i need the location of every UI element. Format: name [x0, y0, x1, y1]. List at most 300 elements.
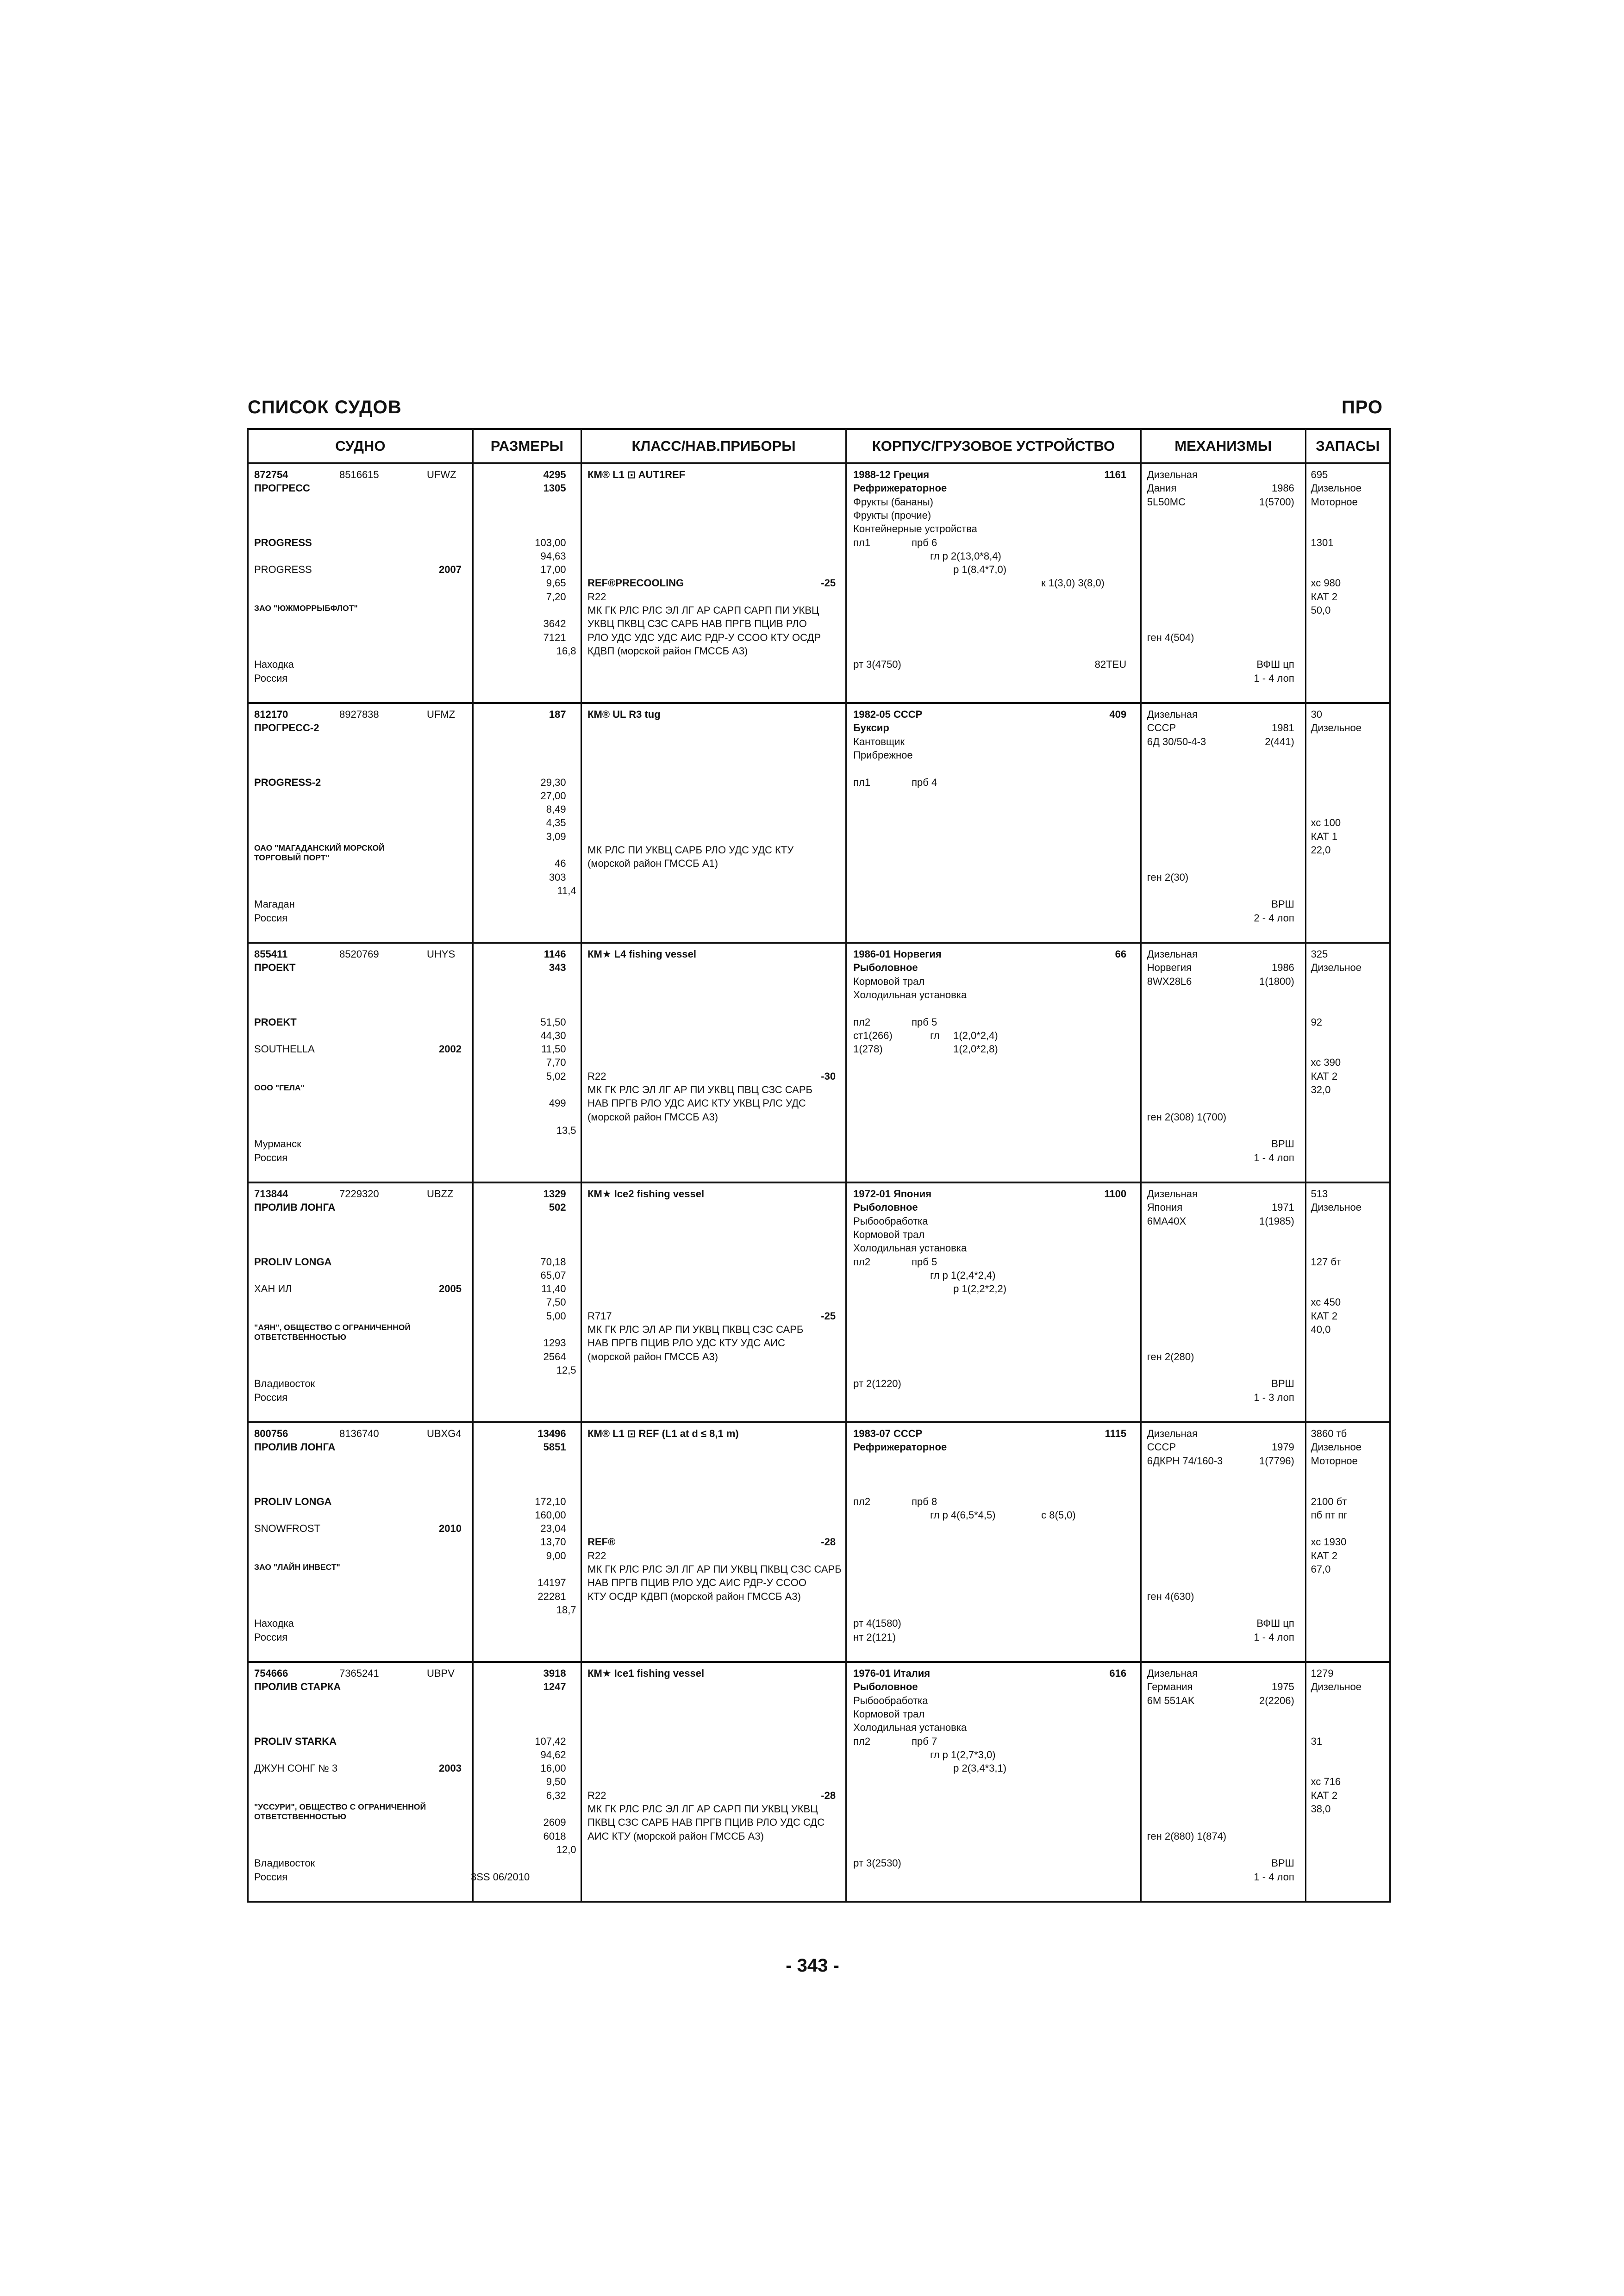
propeller-type: ВФШ цп: [1256, 659, 1294, 671]
home-port: Находка: [254, 659, 294, 671]
refrigeration-temp: -25: [821, 1310, 836, 1322]
former-name-year: 2003: [439, 1762, 462, 1774]
nav-equipment: МК РЛС ПИ УКВЦ САРБ РЛО УДС УДС КТУ: [587, 844, 794, 856]
ballast-tanks: рт 2(1220): [853, 1378, 901, 1390]
supply-value: 513: [1311, 1188, 1328, 1200]
call-sign: UFMZ: [427, 709, 456, 720]
hatch-info: прб 7: [912, 1735, 937, 1747]
dimension-value: 1146: [543, 948, 566, 960]
supply-value: Моторное: [1311, 1455, 1358, 1467]
column-header: ЗАПАСЫ: [1305, 429, 1390, 463]
dimension-value: 3918: [543, 1668, 566, 1679]
supply-value: 32,0: [1311, 1084, 1331, 1095]
vessel-cell: [846, 1182, 1141, 1422]
supply-value: Дизельное: [1311, 722, 1362, 734]
supply-value: КАТ 2: [1311, 1789, 1338, 1801]
dimension-value: 9,65: [546, 577, 566, 589]
refrigerant-code: R22: [587, 1070, 606, 1082]
vessel-cell: [846, 943, 1141, 1182]
flag-country: Россия: [254, 1391, 288, 1403]
hull-build: 1983-07 СССР: [853, 1428, 923, 1439]
supply-value: КАТ 2: [1311, 1310, 1338, 1322]
dimension-value: 4295: [543, 469, 566, 480]
propeller-type: ВРШ: [1271, 1378, 1294, 1390]
dimension-value: 17,00: [540, 564, 566, 576]
dimension-value: 502: [549, 1201, 566, 1213]
hull-build: 1976-01 Италия: [853, 1668, 931, 1679]
footnote: 3SS 06/2010: [471, 1871, 530, 1883]
dimension-value: 12,5: [556, 1364, 576, 1376]
dimension-value: 16,8: [556, 645, 576, 657]
dimension-value: 44,30: [540, 1029, 566, 1041]
dimension-value: 1329: [543, 1188, 566, 1200]
vessel-cell: [473, 1182, 581, 1422]
propeller-blades: 2 - 4 лоп: [1254, 912, 1294, 924]
engine-info: Дания: [1147, 482, 1177, 494]
engine-info: 5L50MC: [1147, 496, 1186, 508]
hatch-info: р 1(2,2*2,2): [953, 1283, 1007, 1295]
imo-number: 7365241: [339, 1668, 379, 1679]
vessel-name: ПРОГРЕСС: [254, 482, 310, 494]
dimension-value: 16,00: [540, 1762, 566, 1774]
imo-number: 8516615: [339, 469, 379, 480]
flag-country: Россия: [254, 1631, 288, 1643]
engine-info: СССР: [1147, 722, 1176, 734]
vessel-cell: [846, 1662, 1141, 1902]
refrigeration-temp: -28: [821, 1536, 836, 1548]
engine-info: 6Д 30/50-4-3: [1147, 735, 1206, 747]
engine-year: 1981: [1271, 722, 1294, 734]
supply-value: 3860 тб: [1311, 1428, 1347, 1439]
dimension-value: 6018: [543, 1830, 566, 1842]
hatch-info: гл р 1(2,4*2,4): [930, 1269, 996, 1281]
reg-number: 872754: [254, 469, 288, 480]
supply-value: 31: [1311, 1735, 1323, 1747]
nav-equipment: КТУ ОСДР КДВП (морской район ГМССБ А3): [587, 1590, 801, 1602]
engine-info: 6MA40X: [1147, 1215, 1187, 1227]
column-header: КЛАСС/НАВ.ПРИБОРЫ: [581, 429, 846, 463]
dimension-value: 13,5: [556, 1124, 576, 1136]
nav-equipment: МК ГК РЛС РЛС ЭЛ ЛГ АР САРП САРП ПИ УКВЦ: [587, 604, 819, 616]
class-extra: REF®PRECOOLING: [587, 577, 684, 589]
supply-value: Дизельное: [1311, 1201, 1362, 1213]
owner-name: ОАО "МАГАДАНСКИЙ МОРСКОЙ: [254, 843, 385, 852]
hatch-info: прб 5: [912, 1016, 937, 1028]
hull-feature: Холодильная установка: [853, 989, 967, 1001]
page-title: СПИСОК СУДОВ: [248, 397, 402, 417]
propeller-type: ВРШ: [1271, 1138, 1294, 1150]
hatch-size: 1(2,0*2,4): [953, 1029, 998, 1041]
dimension-value: 11,4: [557, 884, 576, 896]
supply-value: 22,0: [1311, 844, 1331, 856]
refrigeration-temp: -28: [821, 1789, 836, 1801]
hull-feature: Рыбообработка: [853, 1215, 928, 1227]
imo-number: 8520769: [339, 948, 379, 960]
propeller-blades: 1 - 3 лоп: [1254, 1391, 1294, 1403]
hatch-info: гл: [930, 1029, 940, 1041]
engine-year: 1979: [1271, 1441, 1294, 1453]
reg-number: 800756: [254, 1428, 288, 1439]
vessel-cell: [1141, 1662, 1305, 1902]
engine-power: 1(1800): [1259, 975, 1294, 987]
supply-value: хс 1930: [1311, 1536, 1347, 1548]
propeller-type: ВРШ: [1271, 898, 1294, 910]
propeller-blades: 1 - 4 лоп: [1254, 1871, 1294, 1883]
home-port: Владивосток: [254, 1857, 315, 1869]
hull-feature: Кантовщик: [853, 735, 905, 747]
supply-value: КАТ 1: [1311, 830, 1338, 842]
class-notation: КМ® UL R3 tug: [587, 709, 661, 720]
owner-name: ТОРГОВЫЙ ПОРТ": [254, 853, 330, 862]
dimension-value: 7,20: [546, 591, 566, 603]
hatch-size: с 8(5,0): [1041, 1509, 1076, 1521]
refrigerant-code: R22: [587, 1549, 606, 1562]
engine-year: 1971: [1271, 1201, 1294, 1213]
dimension-value: 51,50: [540, 1016, 566, 1028]
hull-build: 1988-12 Греция: [853, 469, 930, 480]
flag-country: Россия: [254, 912, 288, 924]
hull-feature: Кормовой трал: [853, 1228, 925, 1240]
engine-power: 2(441): [1265, 735, 1294, 747]
former-name-year: 2010: [439, 1523, 462, 1535]
nav-equipment: НАВ ПРГВ ПЦИВ РЛО УДС АИС РДР-У СCOO: [587, 1577, 806, 1589]
vessel-cell: [1141, 463, 1305, 703]
hatch-info: прб 8: [912, 1495, 937, 1507]
former-name: ДЖУН СОНГ № 3: [254, 1762, 338, 1774]
hull-type: Буксир: [853, 722, 889, 734]
owner-name: ЗАО "ЮЖМОРРЫБФЛОТ": [254, 604, 358, 613]
vessel-cell: [473, 1662, 581, 1902]
engine-info: 6ДКРН 74/160-3: [1147, 1455, 1223, 1467]
column-header: СУДНО: [248, 429, 473, 463]
dimension-value: 103,00: [535, 536, 566, 548]
engine-year: 1975: [1271, 1681, 1294, 1693]
dimension-value: 343: [549, 962, 566, 974]
vessel-cell: [248, 1422, 473, 1662]
call-sign: UBPV: [427, 1668, 455, 1679]
vessel-cell: [581, 463, 846, 703]
dimension-value: 13496: [537, 1428, 566, 1439]
owner-name: ОТВЕТСТВЕННОСТЬЮ: [254, 1332, 346, 1342]
vessel-name: ПРОГРЕСС-2: [254, 722, 319, 734]
hull-type: Рефрижераторное: [853, 1441, 947, 1453]
nav-equipment: НАВ ПРГВ ПЦИВ РЛО УДС КТУ УДС АИС: [587, 1337, 785, 1349]
vessel-cell: [846, 463, 1141, 703]
dimension-value: 303: [549, 871, 566, 883]
supply-value: 50,0: [1311, 604, 1331, 616]
nav-equipment: МК ГК РЛС РЛС ЭЛ ЛГ АР ПИ УКВЦ ПКВЦ СЗС САРБ: [587, 1563, 842, 1575]
engine-info: Дизельная: [1147, 948, 1198, 960]
flag-country: Россия: [254, 1151, 288, 1164]
vessel-cell: [1305, 943, 1390, 1182]
vessel-name: ПРОЛИВ ЛОНГА: [254, 1441, 336, 1453]
vessel-cell: [248, 1182, 473, 1422]
dimension-value: 13,70: [540, 1536, 566, 1548]
hull-build: 1982-05 СССР: [853, 709, 923, 720]
hull-tonnage: 409: [1109, 709, 1127, 720]
reg-number: 855411: [254, 948, 288, 960]
dimension-value: 1293: [543, 1337, 566, 1349]
dimension-value: 8,49: [546, 803, 566, 815]
vessel-name-latin: PROLIV STARKA: [254, 1735, 337, 1747]
engine-info: СССР: [1147, 1441, 1176, 1453]
engine-power: 2(2206): [1259, 1694, 1294, 1706]
supply-value: Моторное: [1311, 496, 1358, 508]
vessel-cell: [581, 1422, 846, 1662]
ballast-tanks: рт 4(1580): [853, 1618, 901, 1630]
nav-equipment: УКВЦ ПКВЦ СЗС САРБ НАВ ПРГВ ПЦИВ РЛО: [587, 618, 807, 630]
supply-value: 67,0: [1311, 1563, 1331, 1575]
vessel-name-latin: PROLIV LONGA: [254, 1495, 332, 1507]
owner-name: "УССУРИ", ОБЩЕСТВО С ОГРАНИЧЕННОЙ: [254, 1802, 426, 1811]
supply-value: 1279: [1311, 1668, 1334, 1679]
propeller-type: ВРШ: [1271, 1857, 1294, 1869]
column-header: МЕХАНИЗМЫ: [1141, 429, 1305, 463]
supply-value: 325: [1311, 948, 1328, 960]
supply-value: 2100 бт: [1311, 1495, 1347, 1507]
generator-info: ген 2(280): [1147, 1350, 1194, 1363]
vessel-cell: [581, 1662, 846, 1902]
hold-count: пл2: [853, 1735, 871, 1747]
call-sign: UFWZ: [427, 469, 456, 480]
call-sign: UBXG4: [427, 1428, 462, 1439]
engine-info: Норвегия: [1147, 962, 1192, 974]
dimension-value: 1247: [543, 1681, 566, 1693]
engine-power: 1(1985): [1259, 1215, 1294, 1227]
hull-tonnage: 1100: [1104, 1188, 1127, 1200]
column-header: КОРПУС/ГРУЗОВОЕ УСТРОЙСТВО: [846, 429, 1141, 463]
page-number: - 343 -: [786, 1955, 839, 1976]
vessel-cell: [248, 703, 473, 943]
ballast-tanks: рт 3(4750): [853, 659, 901, 671]
owner-name: ЗАО "ЛАЙН ИНВЕСТ": [254, 1562, 340, 1572]
ballast-tanks: нт 2(121): [853, 1631, 896, 1643]
dimension-value: 3642: [543, 618, 566, 630]
owner-name: ООО "ГЕЛА": [254, 1083, 305, 1092]
imo-number: 7229320: [339, 1188, 379, 1200]
flag-country: Россия: [254, 1871, 288, 1883]
vessel-cell: [248, 943, 473, 1182]
dimension-value: 4,35: [546, 817, 566, 829]
vessel-cell: [1141, 1182, 1305, 1422]
hull-type: Рыболовное: [853, 962, 918, 974]
dimension-value: 187: [549, 709, 566, 720]
reg-number: 754666: [254, 1668, 288, 1679]
hatch-info: прб 6: [912, 536, 937, 548]
supply-value: хс 450: [1311, 1296, 1341, 1308]
column-header: РАЗМЕРЫ: [473, 429, 581, 463]
hull-feature: Контейнерные устройства: [853, 523, 977, 535]
generator-info: ген 4(630): [1147, 1590, 1194, 1602]
former-name: ХАН ИЛ: [254, 1283, 292, 1295]
refrigerant-code: R717: [587, 1310, 612, 1322]
class-notation: КМ★ Ice2 fishing vessel: [587, 1188, 705, 1200]
nav-equipment: АИС КТУ (морской район ГМССБ А3): [587, 1830, 764, 1842]
generator-info: ген 4(504): [1147, 631, 1194, 643]
vessel-cell: [1141, 703, 1305, 943]
vessel-cell: [1305, 703, 1390, 943]
former-name: PROGRESS: [254, 564, 312, 576]
vessel-name-latin: PROGRESS-2: [254, 776, 321, 788]
vessel-name: ПРОЕКТ: [254, 962, 296, 974]
dimension-value: 12,0: [556, 1843, 576, 1855]
supply-value: Дизельное: [1311, 962, 1362, 974]
vessel-cell: [1305, 463, 1390, 703]
hatch-info: гл р 2(13,0*8,4): [930, 550, 1001, 562]
home-port: Владивосток: [254, 1378, 315, 1390]
vessel-name: ПРОЛИВ ЛОНГА: [254, 1201, 336, 1213]
dimension-value: 9,00: [546, 1549, 566, 1562]
crane-info: к 1(3,0) 3(8,0): [1041, 577, 1105, 589]
nav-equipment: РЛО УДС УДС УДС АИС РДР-У СCOO КТУ ОСДР: [587, 631, 821, 643]
engine-info: Дизельная: [1147, 709, 1198, 720]
hold-count: пл2: [853, 1016, 871, 1028]
engine-power: 1(5700): [1259, 496, 1294, 508]
hatch-info: прб 4: [912, 776, 937, 788]
nav-equipment: (морской район ГМССБ А1): [587, 858, 718, 870]
hull-type: Рефрижераторное: [853, 482, 947, 494]
vessel-row: [248, 1182, 1390, 1422]
dimension-value: 18,7: [556, 1604, 576, 1616]
dimension-value: 5851: [543, 1441, 566, 1453]
supply-value: хс 980: [1311, 577, 1341, 589]
vessel-cell: [1141, 943, 1305, 1182]
dimension-value: 7,70: [546, 1057, 566, 1069]
vessel-cell: [1305, 1422, 1390, 1662]
table-header-row: [248, 429, 1390, 463]
ballast-tanks: рт 3(2530): [853, 1857, 901, 1869]
dimension-value: 70,18: [540, 1256, 566, 1268]
refrigerant-code: R22: [587, 591, 606, 603]
hull-feature: Кормовой трал: [853, 975, 925, 987]
hold-count: ст1(266): [853, 1029, 893, 1041]
vessel-row: [248, 703, 1390, 943]
vessel-cell: [473, 1422, 581, 1662]
nav-equipment: НАВ ПРГВ РЛО УДС АИС КТУ УКВЦ РЛС УДС: [587, 1097, 806, 1109]
nav-equipment: КДВП (морской район ГМССБ А3): [587, 645, 748, 657]
dimension-value: 11,50: [541, 1043, 566, 1055]
dimension-value: 65,07: [540, 1269, 566, 1281]
dimension-value: 7121: [543, 631, 566, 643]
engine-year: 1986: [1271, 482, 1294, 494]
engine-info: Япония: [1147, 1201, 1183, 1213]
call-sign: UBZZ: [427, 1188, 454, 1200]
former-name-year: 2007: [439, 564, 462, 576]
vessel-name-latin: PROEKT: [254, 1016, 297, 1028]
dimension-value: 94,62: [540, 1748, 566, 1761]
hull-feature: Холодильная установка: [853, 1722, 967, 1734]
vessel-name: ПРОЛИВ СТАРКА: [254, 1681, 341, 1693]
former-name: SNOWFROST: [254, 1523, 320, 1535]
hull-tonnage: 616: [1109, 1668, 1127, 1679]
vessel-cell: [846, 703, 1141, 943]
propeller-blades: 1 - 4 лоп: [1254, 1151, 1294, 1164]
section-index: ПРО: [1342, 397, 1383, 417]
dimension-value: 5,02: [546, 1070, 566, 1082]
home-port: Магадан: [254, 898, 295, 910]
supply-value: 40,0: [1311, 1324, 1331, 1335]
imo-number: 8136740: [339, 1428, 379, 1439]
propeller-type: ВФШ цп: [1256, 1618, 1294, 1630]
hatch-info: гл р 4(6,5*4,5): [930, 1509, 996, 1521]
dimension-value: 29,30: [540, 776, 566, 788]
vessel-name-latin: PROLIV LONGA: [254, 1256, 332, 1268]
supply-value: хс 716: [1311, 1776, 1341, 1788]
supply-value: 695: [1311, 469, 1328, 480]
dimension-value: 5,00: [546, 1310, 566, 1322]
dimension-value: 499: [549, 1097, 566, 1109]
hatch-info: гл р 1(2,7*3,0): [930, 1748, 996, 1761]
dimension-value: 2609: [543, 1817, 566, 1829]
dimension-value: 7,50: [546, 1296, 566, 1308]
dimension-value: 160,00: [535, 1509, 566, 1521]
class-notation: КМ® L1 ⊡ REF (L1 at d ≤ 8,1 m): [587, 1428, 739, 1439]
hull-feature: Холодильная установка: [853, 1242, 967, 1254]
dimension-value: 11,40: [541, 1283, 566, 1295]
former-name-year: 2005: [439, 1283, 462, 1295]
vessel-name-latin: PROGRESS: [254, 536, 312, 548]
hull-tonnage: 1115: [1105, 1428, 1127, 1439]
hold-count: пл2: [853, 1495, 871, 1507]
hull-feature: Фрукты (прочие): [853, 509, 931, 521]
generator-info: ген 2(308) 1(700): [1147, 1111, 1227, 1123]
hatch-info: р 1(8,4*7,0): [953, 564, 1007, 576]
vessel-cell: [1305, 1662, 1390, 1902]
nav-equipment: ПКВЦ СЗС САРБ НАВ ПРГВ ПЦИВ РЛО УДС СДС: [587, 1817, 825, 1829]
supply-value: хс 100: [1311, 817, 1341, 829]
supply-value: КАТ 2: [1311, 1549, 1338, 1562]
generator-info: ген 2(880) 1(874): [1147, 1830, 1227, 1842]
engine-info: Дизельная: [1147, 1188, 1198, 1200]
hatch-info: р 2(3,4*3,1): [953, 1762, 1007, 1774]
dimension-value: 6,32: [546, 1789, 566, 1801]
hull-feature: Фрукты (бананы): [853, 496, 934, 508]
vessel-cell: [248, 463, 473, 703]
vessel-cell: [1305, 1182, 1390, 1422]
refrigeration-temp: -30: [821, 1070, 836, 1082]
hull-build: 1972-01 Япония: [853, 1188, 932, 1200]
class-notation: КМ★ L4 fishing vessel: [587, 948, 696, 960]
engine-info: Дизельная: [1147, 1428, 1198, 1439]
hatch-info: прб 5: [912, 1256, 937, 1268]
reg-number: 812170: [254, 709, 288, 720]
hold-count: пл1: [853, 536, 871, 548]
vessel-cell: [473, 703, 581, 943]
former-name: SOUTHELLA: [254, 1043, 315, 1055]
dimension-value: 9,50: [546, 1776, 566, 1788]
hull-feature: Кормовой трал: [853, 1708, 925, 1720]
dimension-value: 3,09: [546, 830, 566, 842]
vessel-cell: [1141, 1422, 1305, 1662]
supply-value: Дизельное: [1311, 482, 1362, 494]
hull-type: Рыболовное: [853, 1681, 918, 1693]
dimension-value: 107,42: [535, 1735, 566, 1747]
nav-equipment: (морской район ГМССБ А3): [587, 1111, 718, 1123]
generator-info: ген 2(30): [1147, 871, 1189, 883]
dimension-value: 27,00: [540, 790, 566, 802]
dimension-value: 1305: [543, 482, 566, 494]
nav-equipment: (морской район ГМССБ А3): [587, 1350, 718, 1363]
owner-name: ОТВЕТСТВЕННОСТЬЮ: [254, 1812, 346, 1821]
vessel-row: [248, 1662, 1390, 1902]
engine-info: 8WX28L6: [1147, 975, 1192, 987]
supply-value: 1301: [1311, 536, 1334, 548]
hull-type: Рыболовное: [853, 1201, 918, 1213]
imo-number: 8927838: [339, 709, 379, 720]
engine-info: Дизельная: [1147, 469, 1198, 480]
container-capacity: 82TEU: [1094, 659, 1127, 671]
supply-value: 38,0: [1311, 1803, 1331, 1815]
